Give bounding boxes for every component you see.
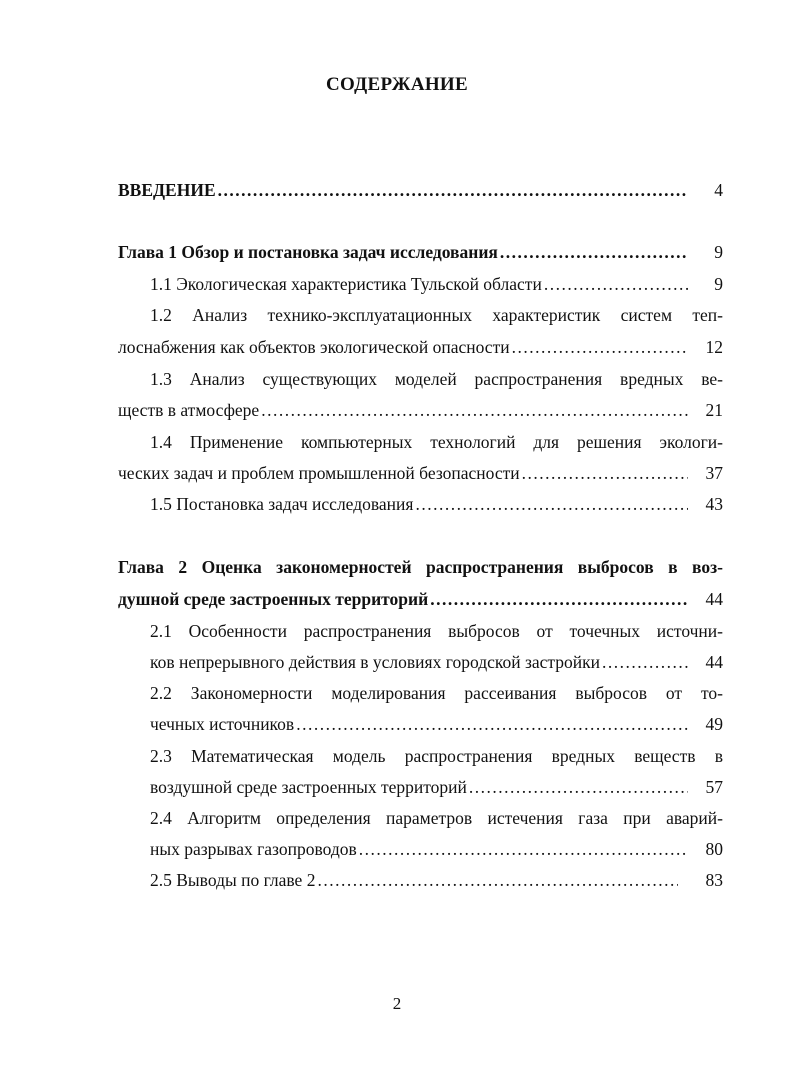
toc-entry-2-1-line-1: 2.1 Особенности распространения выбросов от точечных источни- bbox=[150, 621, 723, 641]
toc-entry-page: 43 bbox=[705, 494, 723, 514]
toc-entry-1-5 bbox=[150, 492, 688, 516]
dot-leader bbox=[357, 837, 688, 861]
toc-entry-page: 49 bbox=[705, 714, 723, 734]
toc-title: СОДЕРЖАНИЕ bbox=[326, 74, 468, 95]
dot-leader bbox=[520, 461, 688, 485]
toc-entry-page: 44 bbox=[705, 652, 723, 672]
toc-entry-2-2-line-1: 2.2 Закономерности моделирования рассеивания выбросов от то- bbox=[150, 683, 723, 703]
toc-entry-2-1-line-2 bbox=[150, 650, 688, 674]
toc-entry-1-3-line-1: 1.3 Анализ существующих моделей распространения вредных ве- bbox=[150, 369, 723, 389]
toc-entry-page: 12 bbox=[705, 337, 723, 357]
dot-leader bbox=[294, 712, 688, 736]
toc-entry-1-2-line-1: 1.2 Анализ технико-эксплуатационных характеристик систем теп- bbox=[150, 305, 723, 325]
toc-entry-2-2-line-2 bbox=[150, 712, 688, 736]
toc-entry-label: ВВЕДЕНИЕ bbox=[118, 180, 216, 200]
toc-entry-chapter-2-line-1: Глава 2 Оценка закономерностей распространения выбросов в воз- bbox=[118, 557, 723, 577]
toc-entry-1-4-line-2 bbox=[118, 461, 688, 485]
toc-entry-label: чечных источников bbox=[150, 714, 295, 734]
toc-entry-label: ных разрывах газопроводов bbox=[150, 839, 357, 859]
toc-entry-2-5 bbox=[150, 868, 678, 892]
toc-entry-2-3-line-1: 2.3 Математическая модель распространения вредных веществ в bbox=[150, 746, 723, 766]
dot-leader bbox=[542, 272, 688, 296]
toc-entry-page: 37 bbox=[705, 463, 723, 483]
toc-entry-1-2-line-2 bbox=[118, 335, 688, 359]
toc-entry-page: 9 bbox=[714, 242, 723, 262]
toc-entry-1-3-line-2 bbox=[118, 398, 688, 422]
toc-entry-label: Глава 1 Обзор и постановка задач исследования bbox=[118, 242, 498, 262]
toc-entry-chapter-2-line-2 bbox=[118, 587, 688, 611]
toc-entry-page: 4 bbox=[714, 180, 723, 200]
toc-entry-label: ков непрерывного действия в условиях городской застройки bbox=[150, 652, 601, 672]
toc-entry-page: 83 bbox=[705, 870, 723, 890]
dot-leader bbox=[413, 492, 688, 516]
dot-leader bbox=[467, 775, 688, 799]
toc-entry-label: лоснабжения как объектов экологической опасности bbox=[118, 337, 510, 357]
toc-entry-page: 57 bbox=[705, 777, 723, 797]
toc-entry-page: 21 bbox=[705, 400, 723, 420]
toc-entry-page: 80 bbox=[705, 839, 723, 859]
toc-entry-label: воздушной среде застроенных территорий bbox=[150, 777, 467, 797]
toc-entry-chapter-1 bbox=[118, 240, 688, 264]
toc-entry-page: 44 bbox=[705, 589, 723, 609]
toc-entry-2-3-line-2 bbox=[150, 775, 688, 799]
page-number: 2 bbox=[392, 994, 402, 1013]
toc-entry-label: ществ в атмосфере bbox=[118, 400, 260, 420]
toc-entry-2-4-line-2 bbox=[150, 837, 688, 861]
toc-entry-1-1 bbox=[150, 272, 688, 296]
toc-entry-intro bbox=[118, 178, 688, 202]
dot-leader bbox=[600, 650, 688, 674]
toc-entry-label: 1.5 Постановка задач исследования bbox=[150, 494, 414, 514]
toc-entry-label: ческих задач и проблем промышленной безопасности bbox=[118, 463, 520, 483]
toc-entry-1-4-line-1: 1.4 Применение компьютерных технологий для решения экологи- bbox=[150, 432, 723, 452]
toc-entry-label: 1.1 Экологическая характеристика Тульской области bbox=[150, 274, 542, 294]
dot-leader bbox=[216, 178, 688, 202]
dot-leader bbox=[498, 240, 688, 264]
toc-entry-label: душной среде застроенных территорий bbox=[118, 589, 429, 609]
toc-entry-label: 2.5 Выводы по главе 2 bbox=[150, 870, 316, 890]
dot-leader bbox=[428, 587, 688, 611]
dot-leader bbox=[510, 335, 688, 359]
dot-leader bbox=[259, 398, 688, 422]
toc-entry-page: 9 bbox=[714, 274, 723, 294]
dot-leader bbox=[315, 868, 678, 892]
toc-entry-2-4-line-1: 2.4 Алгоритм определения параметров истечения газа при аварий- bbox=[150, 808, 723, 828]
